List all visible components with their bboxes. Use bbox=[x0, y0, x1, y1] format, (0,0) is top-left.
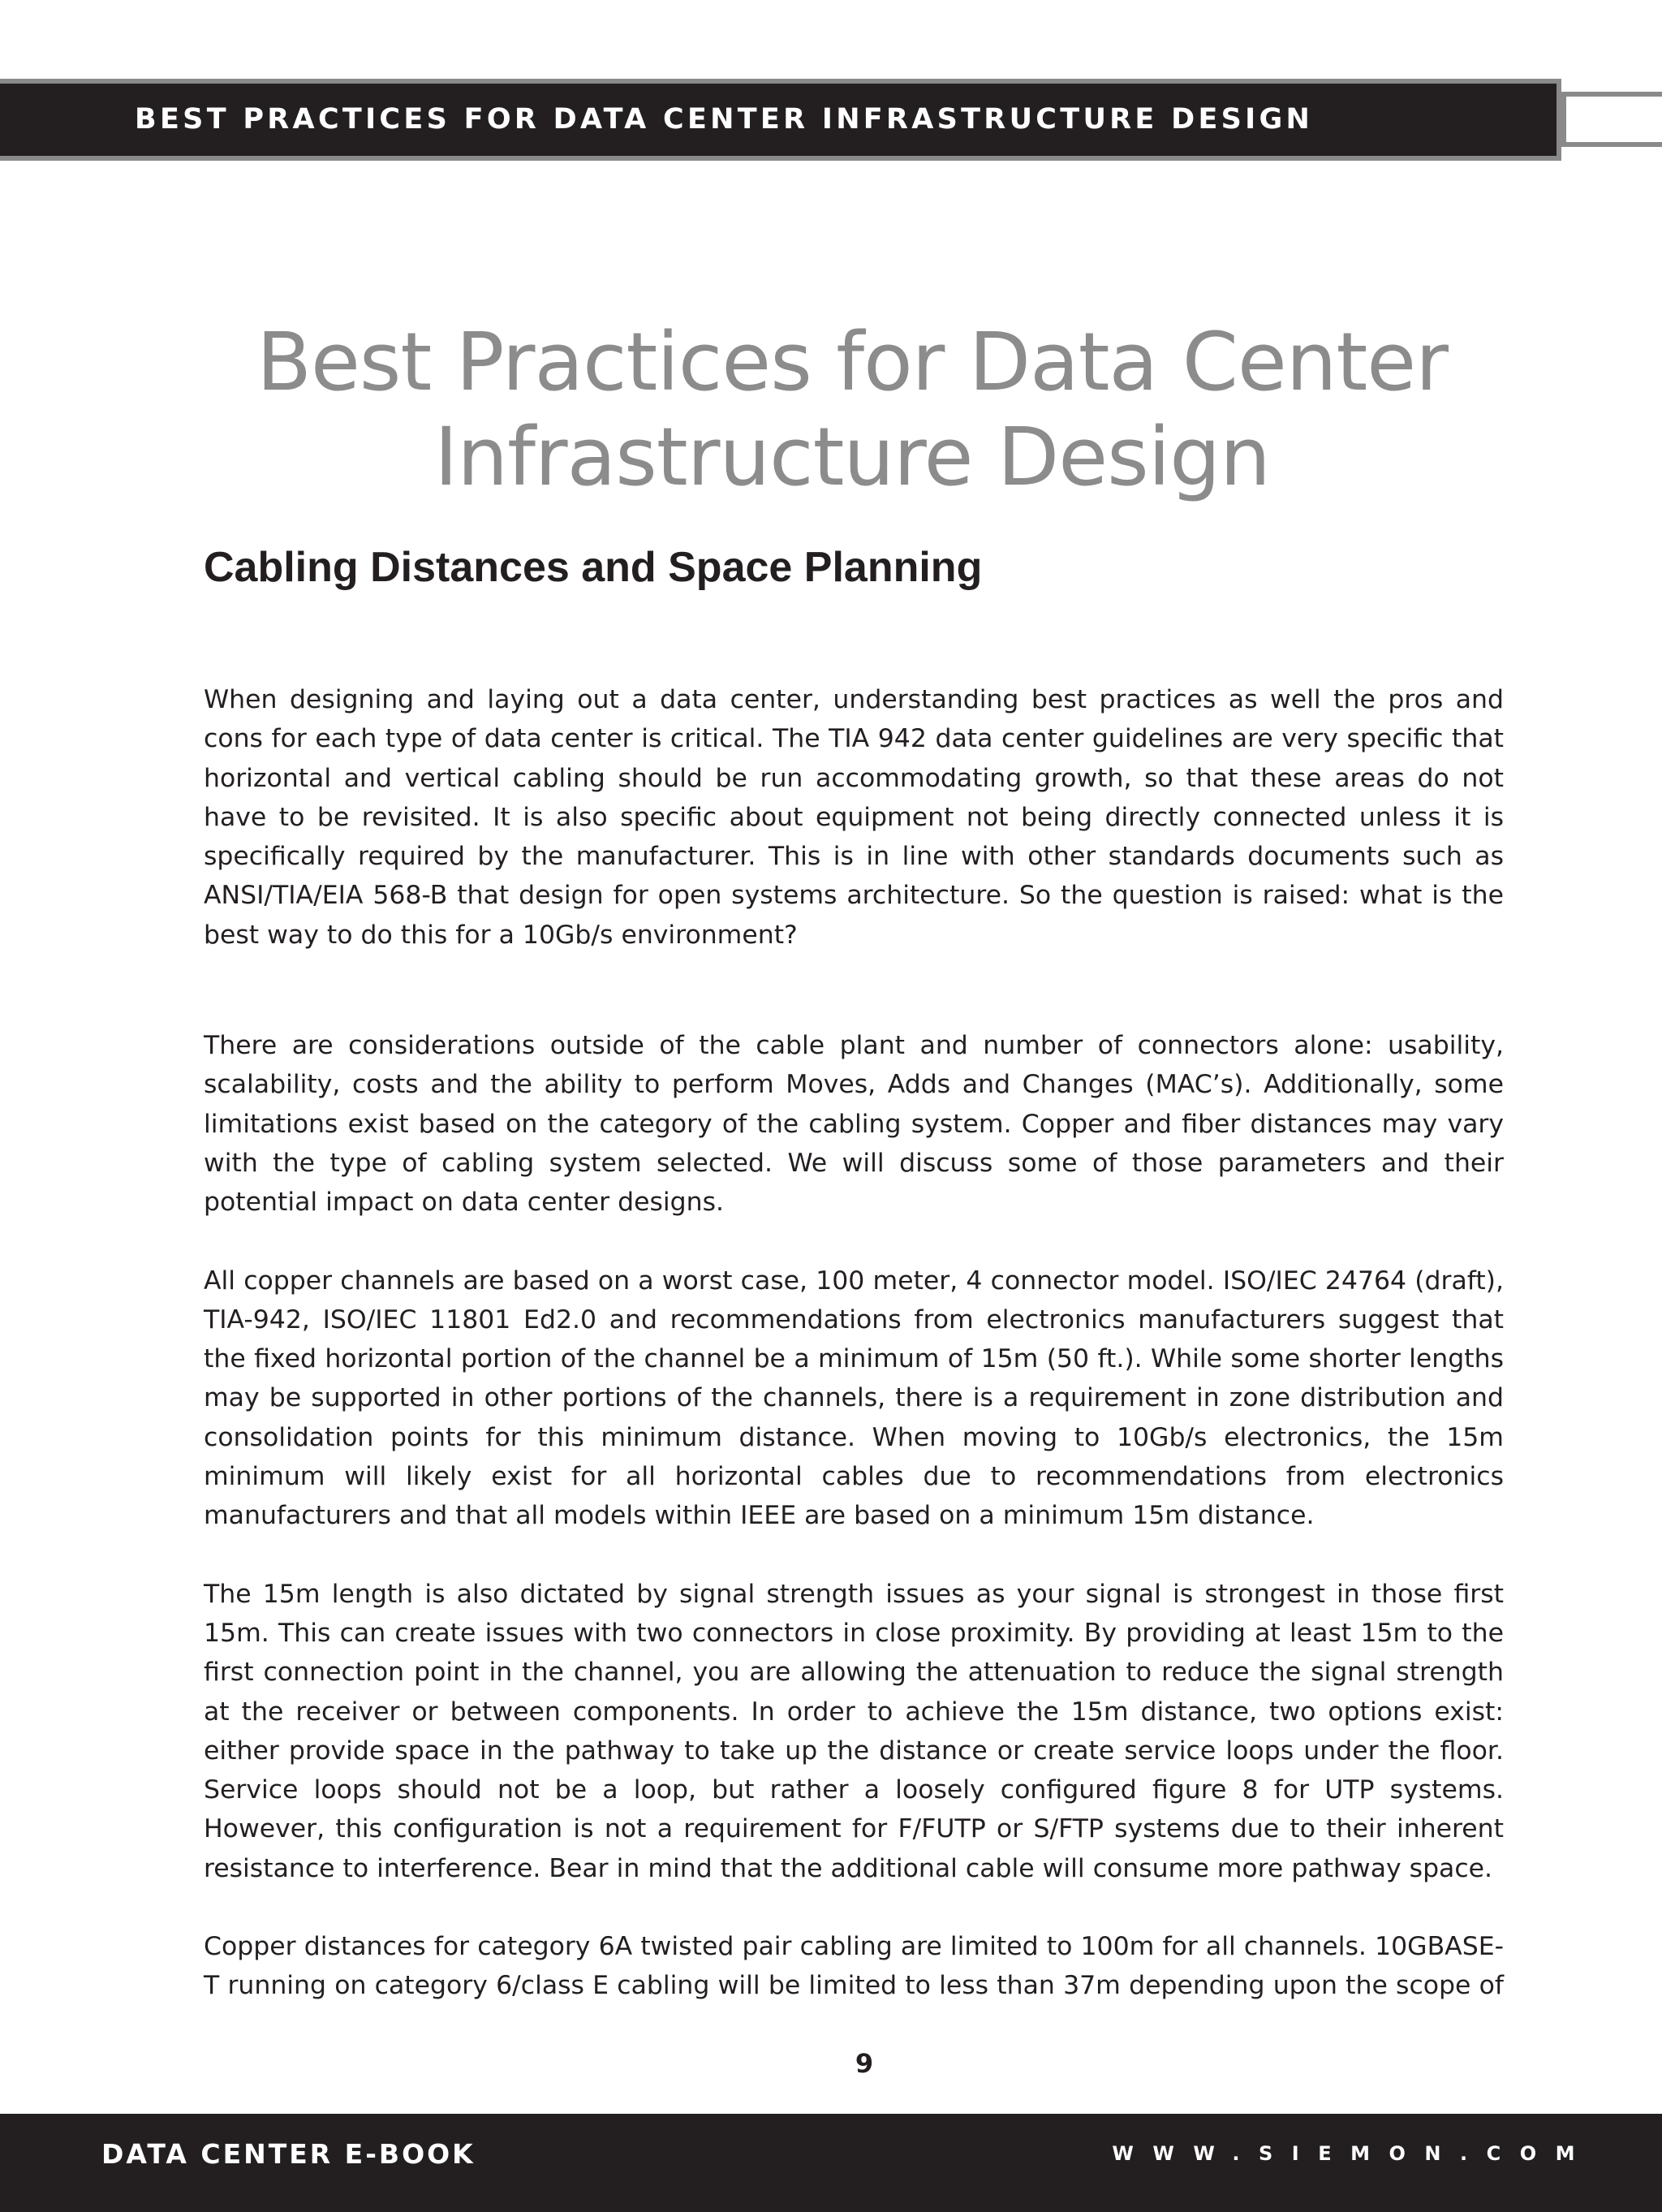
footer-website: WWW.SIEMON.COM bbox=[1112, 2142, 1594, 2165]
paragraph: There are considerations outside of the cable plant and number of connectors alone: usability, scalability, costs and the ability to perform Moves, Adds and Changes (MAC’s). Additionally, some limitations exist based on the category of the cabling system. Copper and fiber distances may vary with the type of cabling system selected. We will discuss some of those parameters and their potential impact on data center designs. bbox=[204, 1031, 1504, 1218]
paragraph: All copper channels are based on a worst case, 100 meter, 4 connector model. ISO/IEC 24764 (draft), TIA-942, ISO/IEC 11801 Ed2.0 and recommendations from electronics manufacturers suggest that the fixed horizontal portion of the channel be a minimum of 15m (50 ft.). While some shorter lengths may be supported in other portions of the channels, there is a requirement in zone distribution and consolidation points for this minimum distance. When moving to 10Gb/s electronics, the 15m minimum will likely exist for all horizontal cables due to recommendations from electronics manufacturers and that all models within IEEE are based on a minimum 15m distance. bbox=[204, 1266, 1504, 1531]
header-band bbox=[0, 79, 1561, 161]
header-tab-decoration bbox=[1561, 92, 1662, 147]
page-number: 9 bbox=[855, 2048, 874, 2079]
paragraph: When designing and laying out a data center, understanding best practices as well the pros and cons for each type of data center is critical. The TIA 942 data center guidelines are very specific that horizontal and vertical cabling should be run accommodating growth, so that these areas do not have to be revisited. It is also specific about equipment not being directly connected unless it is specifically required by the manufacturer. This is in line with other standards documents such as ANSI/TIA/EIA 568-B that design for open systems architecture. So the question is raised: what is the best way to do this for a 10Gb/s environment? bbox=[204, 685, 1504, 950]
paragraph: Copper distances for category 6A twisted pair cabling are limited to 100m for all channels. 10GBASE-T running on category 6/class E cabling will be limited to less than 37m depending upon the scope of bbox=[204, 1932, 1504, 2001]
page-title-line-1: Best Practices for Data Center bbox=[256, 316, 1448, 409]
body-text bbox=[204, 680, 1504, 2006]
page-title bbox=[0, 315, 1662, 505]
section-heading: Cabling Distances and Space Planning bbox=[204, 544, 983, 591]
footer-label: DATA CENTER E-BOOK bbox=[101, 2138, 476, 2170]
paragraph: The 15m length is also dictated by signal strength issues as your signal is strongest in those first 15m. This can create issues with two connectors in close proximity. By providing at least 15m to the first connection point in the channel, you are allowing the attenuation to reduce the signal strength at the receiver or between components. In order to achieve the 15m distance, two options exist: either provide space in the pathway to take up the distance or create service loops under the floor. Service loops should not be a loop, but rather a loosely configured figure 8 for UTP systems. However, this configuration is not a requirement for F/FUTP or S/FTP systems due to their inherent resistance to interference. Bear in mind that the additional cable will consume more pathway space. bbox=[204, 1579, 1504, 1883]
footer-band bbox=[0, 2114, 1662, 2212]
page-title-line-2: Infrastructure Design bbox=[434, 411, 1270, 504]
header-title: BEST PRACTICES FOR DATA CENTER INFRASTRUCTURE DESIGN bbox=[135, 103, 1314, 136]
